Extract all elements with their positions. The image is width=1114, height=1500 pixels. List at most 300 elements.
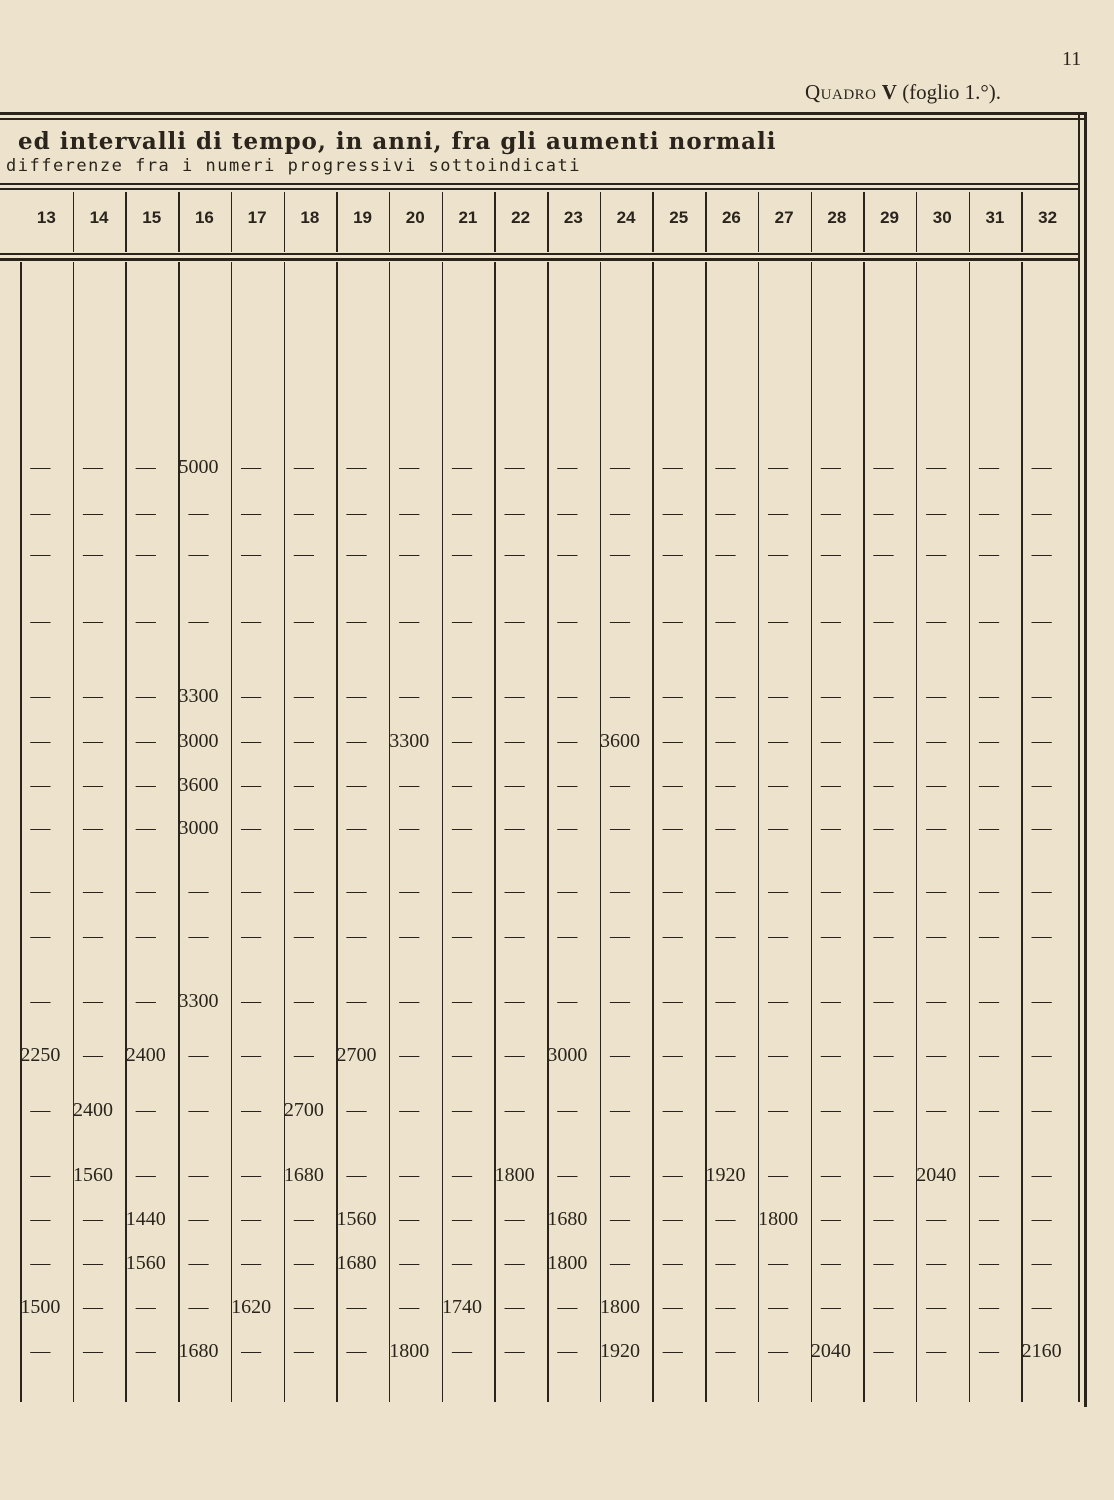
table-cell: — bbox=[399, 880, 420, 902]
table-cell: — bbox=[451, 610, 472, 632]
table-cell: — bbox=[30, 817, 51, 839]
table-heading bbox=[805, 80, 1001, 105]
table-cell: 5000 bbox=[178, 456, 219, 478]
table-cell: 2700 bbox=[336, 1044, 377, 1066]
table-cell: — bbox=[30, 1164, 51, 1186]
column-header-20: 20 bbox=[405, 208, 425, 227]
table-cell: — bbox=[504, 1044, 525, 1066]
table-cell: — bbox=[504, 456, 525, 478]
table-cell: — bbox=[820, 543, 841, 565]
table-cell: — bbox=[820, 925, 841, 947]
table-cell: — bbox=[662, 502, 683, 524]
table-cell: — bbox=[504, 502, 525, 524]
table-cell: — bbox=[978, 774, 999, 796]
table-cell: — bbox=[715, 1044, 736, 1066]
table-cell: — bbox=[30, 685, 51, 707]
table-cell: — bbox=[820, 817, 841, 839]
table-cell: — bbox=[926, 880, 947, 902]
table-cell: — bbox=[346, 502, 367, 524]
table-cell: 2160 bbox=[1021, 1340, 1062, 1362]
table-cell: — bbox=[768, 880, 789, 902]
header-rule-top bbox=[0, 183, 1078, 185]
table-cell: — bbox=[293, 1340, 314, 1362]
table-cell: — bbox=[188, 610, 209, 632]
table-cell: — bbox=[451, 502, 472, 524]
table-cell: — bbox=[820, 990, 841, 1012]
column-header-15: 15 bbox=[142, 208, 162, 227]
table-cell: — bbox=[978, 456, 999, 478]
table-cell: — bbox=[451, 1044, 472, 1066]
table-cell: — bbox=[662, 1164, 683, 1186]
table-cell: — bbox=[241, 925, 262, 947]
table-cell: — bbox=[978, 1252, 999, 1274]
table-cell: — bbox=[820, 1296, 841, 1318]
table-cell: — bbox=[1031, 1252, 1052, 1274]
table-cell: — bbox=[241, 456, 262, 478]
table-cell: — bbox=[610, 990, 631, 1012]
table-cell: — bbox=[346, 1099, 367, 1121]
table-cell: — bbox=[399, 1044, 420, 1066]
column-header-17: 17 bbox=[247, 208, 267, 227]
table-cell: — bbox=[451, 990, 472, 1012]
column-header-22: 22 bbox=[511, 208, 531, 227]
table-cell: — bbox=[715, 990, 736, 1012]
table-cell: — bbox=[399, 610, 420, 632]
table-cell: — bbox=[610, 817, 631, 839]
table-cell: — bbox=[610, 1099, 631, 1121]
table-cell: — bbox=[504, 880, 525, 902]
table-cell: — bbox=[768, 1340, 789, 1362]
table-cell: — bbox=[135, 1164, 156, 1186]
table-cell: — bbox=[873, 774, 894, 796]
column-header-18: 18 bbox=[300, 208, 320, 227]
table-cell: — bbox=[768, 685, 789, 707]
table-cell: — bbox=[610, 774, 631, 796]
table-cell: — bbox=[241, 730, 262, 752]
table-cell: — bbox=[293, 1296, 314, 1318]
table-cell: — bbox=[30, 610, 51, 632]
page-number: 11 bbox=[1062, 48, 1082, 70]
table-cell: — bbox=[557, 685, 578, 707]
table-cell: 2700 bbox=[283, 1099, 324, 1121]
table-cell: — bbox=[978, 817, 999, 839]
table-cell: — bbox=[451, 817, 472, 839]
table-cell: — bbox=[293, 730, 314, 752]
table-cell: — bbox=[83, 456, 104, 478]
table-cell: — bbox=[1031, 774, 1052, 796]
table-cell: — bbox=[926, 1099, 947, 1121]
table-cell: — bbox=[241, 880, 262, 902]
table-cell: — bbox=[768, 925, 789, 947]
table-cell: — bbox=[346, 1340, 367, 1362]
table-cell: — bbox=[30, 502, 51, 524]
table-cell: — bbox=[926, 1252, 947, 1274]
table-cell: — bbox=[926, 1340, 947, 1362]
table-cell: — bbox=[135, 1099, 156, 1121]
table-cell: 1680 bbox=[178, 1340, 219, 1362]
table-cell: — bbox=[504, 730, 525, 752]
right-border-outer bbox=[1084, 112, 1087, 1407]
table-cell: — bbox=[662, 880, 683, 902]
table-cell: — bbox=[135, 880, 156, 902]
table-cell: — bbox=[188, 502, 209, 524]
table-cell: — bbox=[1031, 880, 1052, 902]
table-cell: — bbox=[1031, 990, 1052, 1012]
table-cell: 2400 bbox=[73, 1099, 114, 1121]
column-header-23: 23 bbox=[563, 208, 583, 227]
quadro-number: V bbox=[881, 80, 897, 104]
table-cell: — bbox=[346, 774, 367, 796]
table-cell: — bbox=[293, 610, 314, 632]
right-border-inner bbox=[1078, 112, 1080, 1402]
table-cell: — bbox=[978, 1296, 999, 1318]
table-cell: 3300 bbox=[178, 990, 219, 1012]
table-cell: — bbox=[241, 1208, 262, 1230]
table-cell: — bbox=[451, 685, 472, 707]
table-cell: — bbox=[399, 817, 420, 839]
table-cell: — bbox=[978, 990, 999, 1012]
table-cell: — bbox=[557, 1164, 578, 1186]
table-cell: — bbox=[346, 685, 367, 707]
column-header-21: 21 bbox=[458, 208, 478, 227]
table-cell: — bbox=[715, 1252, 736, 1274]
table-cell: — bbox=[662, 730, 683, 752]
table-cell: 1560 bbox=[73, 1164, 114, 1186]
table-cell: — bbox=[188, 925, 209, 947]
table-cell: — bbox=[504, 1296, 525, 1318]
table-cell: — bbox=[768, 610, 789, 632]
table-cell: — bbox=[346, 817, 367, 839]
table-cell: — bbox=[399, 685, 420, 707]
table-cell: — bbox=[662, 1340, 683, 1362]
table-cell: — bbox=[30, 730, 51, 752]
table-cell: — bbox=[873, 610, 894, 632]
table-cell: — bbox=[346, 610, 367, 632]
table-cell: — bbox=[451, 730, 472, 752]
table-cell: — bbox=[504, 543, 525, 565]
table-cell: — bbox=[978, 925, 999, 947]
table-cell: — bbox=[1031, 1099, 1052, 1121]
table-cell: — bbox=[610, 880, 631, 902]
table-cell: — bbox=[662, 925, 683, 947]
table-cell: — bbox=[188, 1044, 209, 1066]
table-cell: — bbox=[346, 990, 367, 1012]
table-subtitle: differenze fra i numeri progressivi sottoindicati bbox=[6, 156, 582, 176]
table-cell: — bbox=[768, 502, 789, 524]
table-cell: — bbox=[241, 1252, 262, 1274]
table-cell: — bbox=[399, 990, 420, 1012]
column-header-29: 29 bbox=[880, 208, 899, 227]
table-cell: 1620 bbox=[231, 1296, 272, 1318]
table-cell: — bbox=[451, 1099, 472, 1121]
table-cell: — bbox=[715, 774, 736, 796]
table-cell: — bbox=[768, 1099, 789, 1121]
table-cell: — bbox=[30, 1208, 51, 1230]
table-cell: — bbox=[873, 817, 894, 839]
table-cell: — bbox=[83, 610, 104, 632]
table-cell: — bbox=[135, 685, 156, 707]
table-cell: — bbox=[451, 543, 472, 565]
table-cell: — bbox=[926, 1208, 947, 1230]
table-cell: — bbox=[662, 1044, 683, 1066]
table-cell: — bbox=[978, 1044, 999, 1066]
table-cell: 3000 bbox=[178, 730, 219, 752]
table-cell: — bbox=[135, 817, 156, 839]
quadro-sheet: (foglio 1.°). bbox=[902, 80, 1001, 104]
table-cell: — bbox=[241, 1340, 262, 1362]
table-cell: — bbox=[241, 990, 262, 1012]
table-cell: — bbox=[873, 1252, 894, 1274]
table-cell: — bbox=[715, 685, 736, 707]
table-cell: — bbox=[873, 1099, 894, 1121]
table-cell: 1920 bbox=[600, 1340, 641, 1362]
table-cell: — bbox=[873, 880, 894, 902]
table-cell: — bbox=[293, 456, 314, 478]
table-cell: — bbox=[557, 543, 578, 565]
table-cell: — bbox=[188, 1164, 209, 1186]
table-cell: — bbox=[1031, 456, 1052, 478]
table-cell: — bbox=[557, 817, 578, 839]
table-cell: 1680 bbox=[547, 1208, 588, 1230]
table-cell: — bbox=[30, 1340, 51, 1362]
table-cell: — bbox=[83, 730, 104, 752]
table-cell: — bbox=[83, 880, 104, 902]
table-cell: — bbox=[978, 1099, 999, 1121]
table-cell: — bbox=[662, 543, 683, 565]
table-cell: — bbox=[1031, 610, 1052, 632]
table-cell: — bbox=[557, 456, 578, 478]
table-cell: — bbox=[715, 610, 736, 632]
table-cell: — bbox=[504, 1340, 525, 1362]
table-cell: — bbox=[978, 685, 999, 707]
table-cell: — bbox=[30, 456, 51, 478]
table-cell: — bbox=[346, 925, 367, 947]
table-cell: — bbox=[135, 925, 156, 947]
table-cell: — bbox=[926, 502, 947, 524]
table-cell: — bbox=[83, 990, 104, 1012]
table-cell: — bbox=[346, 1164, 367, 1186]
table-cell: — bbox=[1031, 730, 1052, 752]
table-cell: — bbox=[83, 1296, 104, 1318]
table-cell: 1740 bbox=[441, 1296, 482, 1318]
table-cell: — bbox=[399, 1296, 420, 1318]
table-cell: — bbox=[873, 685, 894, 707]
table-cell: — bbox=[768, 1252, 789, 1274]
table-cell: — bbox=[399, 543, 420, 565]
table-cell: — bbox=[820, 456, 841, 478]
table-cell: — bbox=[926, 925, 947, 947]
column-header-16: 16 bbox=[194, 208, 214, 227]
table-cell: — bbox=[346, 456, 367, 478]
top-rule-inner bbox=[0, 118, 1084, 120]
table-cell: — bbox=[241, 774, 262, 796]
table-cell: — bbox=[978, 1208, 999, 1230]
table-cell: — bbox=[926, 730, 947, 752]
table-cell: — bbox=[399, 1164, 420, 1186]
table-cell: — bbox=[873, 456, 894, 478]
table-cell: 2040 bbox=[916, 1164, 957, 1186]
table-cell: — bbox=[30, 990, 51, 1012]
table-cell: — bbox=[293, 817, 314, 839]
table-cell: — bbox=[662, 1252, 683, 1274]
table-cell: — bbox=[135, 456, 156, 478]
table-cell: — bbox=[241, 817, 262, 839]
table-cell: 1920 bbox=[705, 1164, 746, 1186]
table-cell: — bbox=[30, 925, 51, 947]
table-cell: — bbox=[978, 880, 999, 902]
table-cell: — bbox=[135, 610, 156, 632]
table-cell: — bbox=[978, 543, 999, 565]
table-cell: — bbox=[293, 685, 314, 707]
table-cell: — bbox=[873, 730, 894, 752]
table-cell: — bbox=[188, 543, 209, 565]
table-cell: — bbox=[557, 1296, 578, 1318]
table-cell: — bbox=[135, 502, 156, 524]
table-cell: — bbox=[557, 730, 578, 752]
table-cell: — bbox=[610, 1044, 631, 1066]
table-cell: — bbox=[451, 880, 472, 902]
table-cell: — bbox=[399, 1208, 420, 1230]
table-cell: 3300 bbox=[178, 685, 219, 707]
table-cell: — bbox=[715, 502, 736, 524]
table-cell: — bbox=[715, 1340, 736, 1362]
quadro-label: Quadro bbox=[805, 80, 877, 104]
table-cell: — bbox=[30, 1099, 51, 1121]
table-cell: — bbox=[293, 543, 314, 565]
table-cell: — bbox=[715, 1099, 736, 1121]
table-cell: — bbox=[399, 1099, 420, 1121]
table-cell: — bbox=[662, 774, 683, 796]
table-cell: — bbox=[83, 685, 104, 707]
table-cell: — bbox=[926, 1044, 947, 1066]
table-cell: 3000 bbox=[178, 817, 219, 839]
table-cell: — bbox=[135, 774, 156, 796]
table-cell: — bbox=[83, 543, 104, 565]
table-cell: — bbox=[557, 502, 578, 524]
table-cell: — bbox=[293, 1252, 314, 1274]
table-cell: — bbox=[926, 774, 947, 796]
table-cell: — bbox=[293, 880, 314, 902]
table-cell: — bbox=[820, 610, 841, 632]
table-cell: 2040 bbox=[810, 1340, 851, 1362]
table-cell: — bbox=[135, 990, 156, 1012]
table-cell: — bbox=[293, 502, 314, 524]
column-header-19: 19 bbox=[353, 208, 372, 227]
table-cell: — bbox=[293, 1044, 314, 1066]
table-cell: — bbox=[926, 456, 947, 478]
table-cell: — bbox=[1031, 1296, 1052, 1318]
table-cell: — bbox=[504, 1208, 525, 1230]
table-cell: — bbox=[451, 774, 472, 796]
table-cell: 3000 bbox=[547, 1044, 588, 1066]
table-cell: — bbox=[241, 1164, 262, 1186]
table-cell: — bbox=[926, 543, 947, 565]
table-cell: — bbox=[873, 1044, 894, 1066]
table-cell: — bbox=[715, 730, 736, 752]
table-cell: 1560 bbox=[336, 1208, 377, 1230]
table-cell: — bbox=[241, 543, 262, 565]
column-header-13: 13 bbox=[36, 208, 56, 227]
table-cell: — bbox=[504, 990, 525, 1012]
table-cell: — bbox=[662, 817, 683, 839]
header-rule-top2 bbox=[0, 188, 1078, 190]
table-cell: — bbox=[926, 817, 947, 839]
column-header-25: 25 bbox=[669, 208, 689, 227]
table-cell: — bbox=[399, 456, 420, 478]
table-cell: — bbox=[768, 774, 789, 796]
table-cell: — bbox=[293, 1208, 314, 1230]
table-cell: — bbox=[557, 990, 578, 1012]
table-cell: 1800 bbox=[494, 1164, 535, 1186]
table-cell: — bbox=[293, 925, 314, 947]
table-cell: — bbox=[504, 925, 525, 947]
table-cell: — bbox=[610, 1252, 631, 1274]
table-cell: — bbox=[83, 1208, 104, 1230]
table-cell: — bbox=[557, 1099, 578, 1121]
table-cell: — bbox=[610, 543, 631, 565]
table-cell: — bbox=[820, 1164, 841, 1186]
table-cell: — bbox=[715, 880, 736, 902]
table-cell: — bbox=[451, 1340, 472, 1362]
table-cell: — bbox=[504, 1252, 525, 1274]
table-cell: 2250 bbox=[20, 1044, 61, 1066]
table-cell: — bbox=[188, 1208, 209, 1230]
table-cell: — bbox=[346, 730, 367, 752]
table-cell: — bbox=[1031, 817, 1052, 839]
table-cell: — bbox=[1031, 502, 1052, 524]
table-cell: — bbox=[241, 610, 262, 632]
table-cell: — bbox=[610, 502, 631, 524]
table-cell: — bbox=[610, 456, 631, 478]
table-cell: — bbox=[926, 990, 947, 1012]
table-cell: — bbox=[768, 990, 789, 1012]
table-cell: — bbox=[873, 1340, 894, 1362]
table-cell: — bbox=[135, 1296, 156, 1318]
table-cell: — bbox=[610, 1164, 631, 1186]
table-cell: — bbox=[135, 730, 156, 752]
table-cell: — bbox=[978, 610, 999, 632]
table-cell: 3600 bbox=[600, 730, 641, 752]
column-header-32: 32 bbox=[1038, 208, 1058, 227]
table-cell: — bbox=[820, 730, 841, 752]
table-cell: — bbox=[557, 880, 578, 902]
column-header-30: 30 bbox=[932, 208, 952, 227]
table-cell: — bbox=[1031, 1164, 1052, 1186]
table-cell: — bbox=[504, 774, 525, 796]
table-cell: — bbox=[820, 1044, 841, 1066]
table-cell: — bbox=[873, 1164, 894, 1186]
table-cell: — bbox=[926, 1296, 947, 1318]
table-cell: 1800 bbox=[600, 1296, 641, 1318]
table-cell: — bbox=[83, 925, 104, 947]
table-cell: 1800 bbox=[389, 1340, 430, 1362]
table-cell: — bbox=[978, 730, 999, 752]
table-cell: — bbox=[662, 990, 683, 1012]
table-cell: — bbox=[1031, 685, 1052, 707]
table-cell: — bbox=[662, 685, 683, 707]
table-cell: — bbox=[188, 1296, 209, 1318]
table-cell: — bbox=[399, 774, 420, 796]
table-cell: — bbox=[188, 1099, 209, 1121]
table-cell: — bbox=[135, 1340, 156, 1362]
table-cell: — bbox=[83, 1044, 104, 1066]
table-cell: — bbox=[1031, 925, 1052, 947]
table-cell: — bbox=[768, 1044, 789, 1066]
table-cell: — bbox=[715, 817, 736, 839]
table-cell: — bbox=[399, 1252, 420, 1274]
table-cell: — bbox=[399, 925, 420, 947]
table-cell: — bbox=[504, 610, 525, 632]
